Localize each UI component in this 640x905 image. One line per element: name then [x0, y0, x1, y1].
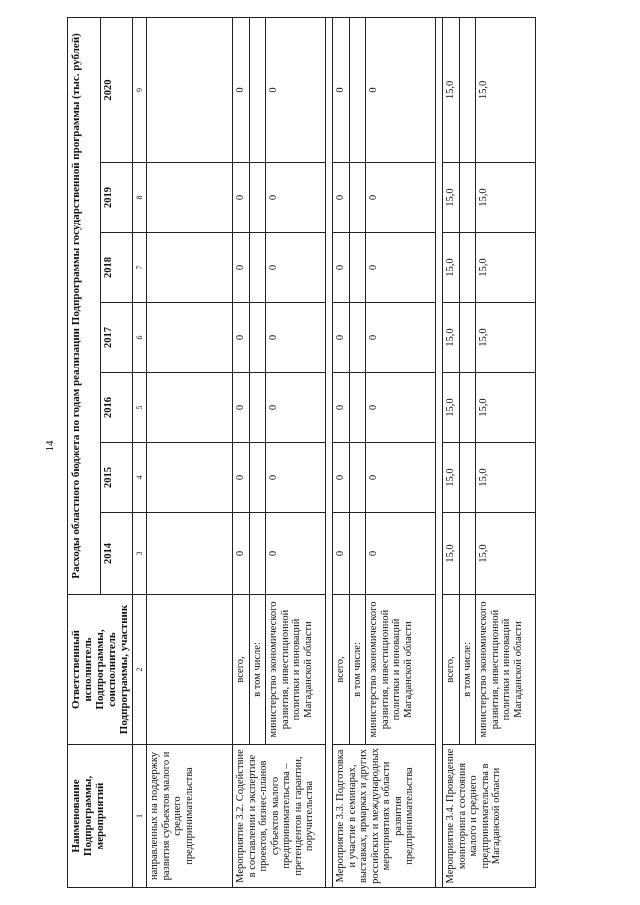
cell-2015	[349, 443, 366, 513]
cell-2019	[349, 163, 366, 233]
table-row	[443, 17, 460, 887]
column-number: 2	[133, 595, 147, 745]
header-year-2017: 2017	[100, 303, 132, 373]
cell-2020: 0	[366, 17, 436, 162]
header-year-2018: 2018	[100, 233, 132, 303]
cell-2018: 0	[266, 233, 326, 303]
cell-2016	[147, 373, 233, 443]
header-name: Наименование Подпрограммы, мероприятий	[68, 745, 133, 888]
cell-2019	[147, 163, 233, 233]
section-gap	[326, 17, 333, 887]
gap-cell	[436, 17, 443, 887]
cell-2017: 0	[233, 303, 250, 373]
cell-2015: 0	[366, 443, 436, 513]
cell-2019	[249, 163, 266, 233]
cell-2020	[349, 17, 366, 162]
column-number: 6	[133, 303, 147, 373]
cell-2014: 0	[333, 513, 350, 595]
column-number: 8	[133, 163, 147, 233]
cell-2018: 0	[366, 233, 436, 303]
cell-2014: 0	[366, 513, 436, 595]
column-number-row	[133, 17, 147, 887]
cell-2018	[349, 233, 366, 303]
row-executor: в том числе:	[349, 595, 366, 745]
column-number: 4	[133, 443, 147, 513]
cell-2017: 0	[266, 303, 326, 373]
cell-2014	[147, 513, 233, 595]
row-executor: всего,	[233, 595, 250, 745]
cell-2020: 15,0	[476, 17, 536, 162]
row-executor: в том числе:	[459, 595, 476, 745]
cell-2015	[147, 443, 233, 513]
header-year-2014: 2014	[100, 513, 132, 595]
cell-2019: 15,0	[476, 163, 536, 233]
cell-2014: 0	[233, 513, 250, 595]
cell-2020: 0	[333, 17, 350, 162]
header-year-2020: 2020	[100, 17, 132, 162]
row-name: Мероприятие 3.4. Проведение мониторинга состояния малого и среднего предпринимательства в Магаданской области	[443, 745, 536, 888]
cell-2019: 0	[266, 163, 326, 233]
cell-2016: 15,0	[476, 373, 536, 443]
row-name: Мероприятие 3.2. Содействие в составлении и экспертизе проектов, бизнес-планов субъектов малого предпринимательства – претендентов на гарантии, поручительства	[233, 745, 326, 888]
cell-2014	[349, 513, 366, 595]
cell-2017: 0	[366, 303, 436, 373]
cell-2017: 15,0	[443, 303, 460, 373]
cell-2018	[147, 233, 233, 303]
cell-2015: 0	[266, 443, 326, 513]
column-number: 7	[133, 233, 147, 303]
cell-2019: 15,0	[443, 163, 460, 233]
cell-2017: 0	[333, 303, 350, 373]
cell-2015	[459, 443, 476, 513]
cell-2016	[459, 373, 476, 443]
cell-2014: 15,0	[443, 513, 460, 595]
cell-2019: 0	[333, 163, 350, 233]
expenses-table	[67, 17, 536, 888]
cell-2015: 15,0	[443, 443, 460, 513]
cell-2018	[459, 233, 476, 303]
row-executor: министерство экономического развития, инвестиционной политики и инноваций Магаданской области	[266, 595, 326, 745]
gap-cell	[326, 17, 333, 887]
row-name: Мероприятие 3.3. Подготовка и участие в семинарах, выставках, ярмарках и других российских и международных мероприятиях в области развития предпринимательства	[333, 745, 436, 888]
table-row	[233, 17, 250, 887]
cell-2017	[349, 303, 366, 373]
cell-2018: 0	[233, 233, 250, 303]
table-row	[333, 17, 350, 887]
cell-2016	[349, 373, 366, 443]
cell-2016: 0	[266, 373, 326, 443]
header-year-2019: 2019	[100, 163, 132, 233]
cell-2014	[459, 513, 476, 595]
cell-2014: 0	[266, 513, 326, 595]
page-number-holder	[40, 0, 60, 905]
cell-2015	[249, 443, 266, 513]
cell-2014: 15,0	[476, 513, 536, 595]
row-executor: всего,	[333, 595, 350, 745]
table-row	[147, 17, 233, 887]
cell-2019: 0	[366, 163, 436, 233]
cell-2020	[249, 17, 266, 162]
cell-2016	[249, 373, 266, 443]
cell-2019: 0	[233, 163, 250, 233]
column-number: 9	[133, 17, 147, 162]
header-expenses: Расходы областного бюджета по годам реализации Подпрограммы государственной программы (тыс. рублей)	[68, 17, 101, 594]
row-executor	[147, 595, 233, 745]
cell-2017	[459, 303, 476, 373]
cell-2016: 0	[233, 373, 250, 443]
cell-2020	[147, 17, 233, 162]
cell-2015: 0	[333, 443, 350, 513]
header-executor: Ответственный исполнитель Подпрограммы, соисполнитель Подпрограммы, участник	[68, 595, 133, 745]
cell-2020: 0	[233, 17, 250, 162]
row-executor: министерство экономического развития, инвестиционной политики и инноваций Магаданской области	[476, 595, 536, 745]
cell-2018: 15,0	[476, 233, 536, 303]
cell-2017: 15,0	[476, 303, 536, 373]
cell-2016: 15,0	[443, 373, 460, 443]
cell-2020: 15,0	[443, 17, 460, 162]
cell-2019	[459, 163, 476, 233]
cell-2017	[147, 303, 233, 373]
cell-2018: 0	[333, 233, 350, 303]
row-executor: всего,	[443, 595, 460, 745]
page-number: 14	[44, 440, 56, 452]
cell-2020	[459, 17, 476, 162]
header-year-2016: 2016	[100, 373, 132, 443]
header-year-2015: 2015	[100, 443, 132, 513]
cell-2016: 0	[366, 373, 436, 443]
section-gap	[436, 17, 443, 887]
cell-2015: 0	[233, 443, 250, 513]
cell-2018	[249, 233, 266, 303]
cell-2017	[249, 303, 266, 373]
cell-2015: 15,0	[476, 443, 536, 513]
row-executor: министерство экономического развития, инвестиционной политики и инноваций Магаданской области	[366, 595, 436, 745]
cell-2020: 0	[266, 17, 326, 162]
rotated-table-wrapper	[67, 18, 577, 888]
row-executor: в том числе:	[249, 595, 266, 745]
cell-2014	[249, 513, 266, 595]
column-number: 5	[133, 373, 147, 443]
cell-2018: 15,0	[443, 233, 460, 303]
column-number: 1	[133, 745, 147, 888]
column-number: 3	[133, 513, 147, 595]
row-name: направленных на поддержку развития субъектов малого и среднего предпринимательства	[147, 745, 233, 888]
cell-2016: 0	[333, 373, 350, 443]
